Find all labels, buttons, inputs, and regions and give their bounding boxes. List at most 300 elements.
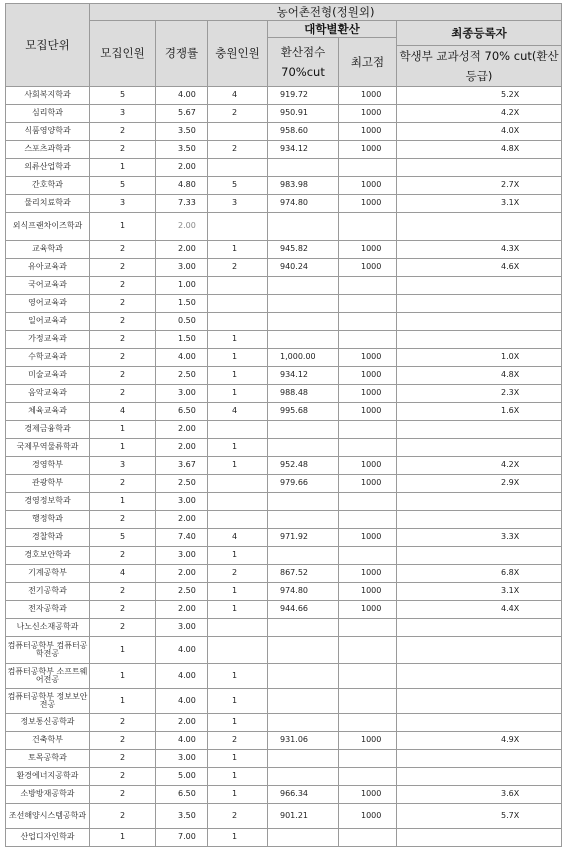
grade-cell: 5.7X xyxy=(397,804,562,829)
recruit-cell: 2 xyxy=(90,241,156,259)
refill-cell xyxy=(208,619,268,637)
grade-cell: 3.1X xyxy=(397,583,562,601)
recruit-cell: 2 xyxy=(90,141,156,159)
unit-cell: 컴퓨터공학부 컴퓨터공학전공 xyxy=(6,637,90,664)
competition-cell: 2.00 xyxy=(156,565,208,583)
max-cell: 1000 xyxy=(339,123,397,141)
refill-cell: 4 xyxy=(208,529,268,547)
table-row xyxy=(6,277,562,295)
table-row xyxy=(6,295,562,313)
recruit-cell: 4 xyxy=(90,403,156,421)
score-cell: 945.82 xyxy=(268,241,339,259)
max-cell: 1000 xyxy=(339,529,397,547)
recruit-cell: 3 xyxy=(90,457,156,475)
max-cell: 1000 xyxy=(339,565,397,583)
header-conversion: 대학별환산 xyxy=(268,21,397,38)
recruit-cell: 1 xyxy=(90,159,156,177)
refill-cell: 1 xyxy=(208,786,268,804)
max-cell xyxy=(339,277,397,295)
header-refill: 충원인원 xyxy=(208,21,268,87)
max-cell xyxy=(339,213,397,241)
unit-cell: 국제무역물류학과 xyxy=(6,439,90,457)
competition-cell: 0.50 xyxy=(156,313,208,331)
grade-cell: 1.6X xyxy=(397,403,562,421)
refill-cell xyxy=(208,313,268,331)
max-cell: 1000 xyxy=(339,195,397,213)
score-cell xyxy=(268,750,339,768)
max-cell xyxy=(339,637,397,664)
max-cell: 1000 xyxy=(339,177,397,195)
table-row xyxy=(6,195,562,213)
unit-cell: 국어교육과 xyxy=(6,277,90,295)
score-cell: 867.52 xyxy=(268,565,339,583)
unit-cell: 의류산업학과 xyxy=(6,159,90,177)
competition-cell: 4.00 xyxy=(156,732,208,750)
header-unit: 모집단위 xyxy=(6,4,90,87)
table-row xyxy=(6,457,562,475)
refill-cell: 3 xyxy=(208,195,268,213)
max-cell xyxy=(339,689,397,714)
recruit-cell: 2 xyxy=(90,619,156,637)
score-cell: 979.66 xyxy=(268,475,339,493)
grade-cell xyxy=(397,159,562,177)
refill-cell: 4 xyxy=(208,403,268,421)
table-row xyxy=(6,421,562,439)
recruit-cell: 5 xyxy=(90,87,156,105)
score-cell: 974.80 xyxy=(268,583,339,601)
refill-cell xyxy=(208,159,268,177)
refill-cell: 2 xyxy=(208,565,268,583)
grade-cell: 4.3X xyxy=(397,241,562,259)
competition-cell: 5.67 xyxy=(156,105,208,123)
refill-cell: 1 xyxy=(208,331,268,349)
grade-cell xyxy=(397,714,562,732)
refill-cell: 5 xyxy=(208,177,268,195)
recruit-cell: 1 xyxy=(90,689,156,714)
competition-cell: 2.00 xyxy=(156,213,208,241)
max-cell: 1000 xyxy=(339,87,397,105)
recruit-cell: 1 xyxy=(90,829,156,847)
grade-cell xyxy=(397,313,562,331)
recruit-cell: 4 xyxy=(90,565,156,583)
competition-cell: 2.00 xyxy=(156,241,208,259)
refill-cell xyxy=(208,511,268,529)
table-row xyxy=(6,259,562,277)
header-final: 최종등록자 xyxy=(397,21,562,46)
unit-cell: 토목공학과 xyxy=(6,750,90,768)
recruit-cell: 2 xyxy=(90,714,156,732)
unit-cell: 기계공학부 xyxy=(6,565,90,583)
grade-cell: 6.8X xyxy=(397,565,562,583)
score-cell xyxy=(268,637,339,664)
competition-cell: 1.50 xyxy=(156,295,208,313)
unit-cell: 전자공학과 xyxy=(6,601,90,619)
grade-cell: 4.4X xyxy=(397,601,562,619)
recruit-cell: 2 xyxy=(90,367,156,385)
refill-cell: 1 xyxy=(208,601,268,619)
grade-cell xyxy=(397,511,562,529)
recruit-cell: 2 xyxy=(90,583,156,601)
grade-cell xyxy=(397,689,562,714)
header-final-sub: 학생부 교과성적 70% cut(환산등급) xyxy=(397,46,562,87)
recruit-cell: 2 xyxy=(90,786,156,804)
grade-cell: 3.1X xyxy=(397,195,562,213)
table-row xyxy=(6,637,562,664)
grade-cell xyxy=(397,439,562,457)
grade-cell xyxy=(397,829,562,847)
competition-cell: 4.00 xyxy=(156,664,208,689)
competition-cell: 4.00 xyxy=(156,87,208,105)
grade-cell: 1.0X xyxy=(397,349,562,367)
table-row xyxy=(6,511,562,529)
table-row xyxy=(6,804,562,829)
table-row xyxy=(6,750,562,768)
score-cell xyxy=(268,714,339,732)
header-competition: 경쟁률 xyxy=(156,21,208,87)
refill-cell xyxy=(208,475,268,493)
max-cell xyxy=(339,547,397,565)
table-row xyxy=(6,403,562,421)
refill-cell: 1 xyxy=(208,439,268,457)
competition-cell: 7.40 xyxy=(156,529,208,547)
recruit-cell: 2 xyxy=(90,331,156,349)
table-row xyxy=(6,385,562,403)
table-row xyxy=(6,493,562,511)
recruit-cell: 2 xyxy=(90,349,156,367)
unit-cell: 심리학과 xyxy=(6,105,90,123)
table-row xyxy=(6,732,562,750)
competition-cell: 3.00 xyxy=(156,493,208,511)
refill-cell xyxy=(208,493,268,511)
competition-cell: 4.80 xyxy=(156,177,208,195)
unit-cell: 경호보안학과 xyxy=(6,547,90,565)
score-cell xyxy=(268,829,339,847)
grade-cell xyxy=(397,547,562,565)
max-cell xyxy=(339,159,397,177)
table-row xyxy=(6,439,562,457)
recruit-cell: 1 xyxy=(90,421,156,439)
max-cell xyxy=(339,768,397,786)
max-cell xyxy=(339,313,397,331)
score-cell xyxy=(268,493,339,511)
grade-cell xyxy=(397,664,562,689)
grade-cell: 4.2X xyxy=(397,457,562,475)
score-cell xyxy=(268,768,339,786)
score-cell xyxy=(268,421,339,439)
unit-cell: 수학교육과 xyxy=(6,349,90,367)
score-cell: 983.98 xyxy=(268,177,339,195)
table-row xyxy=(6,786,562,804)
max-cell: 1000 xyxy=(339,385,397,403)
score-cell xyxy=(268,295,339,313)
unit-cell: 소방방재공학과 xyxy=(6,786,90,804)
max-cell: 1000 xyxy=(339,475,397,493)
refill-cell xyxy=(208,277,268,295)
refill-cell: 2 xyxy=(208,141,268,159)
unit-cell: 외식프랜차이즈학과 xyxy=(6,213,90,241)
score-cell xyxy=(268,313,339,331)
recruit-cell: 1 xyxy=(90,213,156,241)
competition-cell: 2.50 xyxy=(156,475,208,493)
recruit-cell: 3 xyxy=(90,195,156,213)
max-cell xyxy=(339,829,397,847)
score-cell: 940.24 xyxy=(268,259,339,277)
unit-cell: 음악교육과 xyxy=(6,385,90,403)
recruit-cell: 2 xyxy=(90,511,156,529)
score-cell xyxy=(268,159,339,177)
recruit-cell: 2 xyxy=(90,768,156,786)
unit-cell: 행정학과 xyxy=(6,511,90,529)
competition-cell: 3.00 xyxy=(156,385,208,403)
score-cell: 995.68 xyxy=(268,403,339,421)
table-row xyxy=(6,213,562,241)
recruit-cell: 2 xyxy=(90,804,156,829)
table-row xyxy=(6,159,562,177)
max-cell: 1000 xyxy=(339,241,397,259)
header-recruit: 모집인원 xyxy=(90,21,156,87)
competition-cell: 3.00 xyxy=(156,619,208,637)
competition-cell: 2.00 xyxy=(156,714,208,732)
table-row xyxy=(6,241,562,259)
refill-cell: 2 xyxy=(208,259,268,277)
grade-cell: 4.6X xyxy=(397,259,562,277)
max-cell xyxy=(339,493,397,511)
grade-cell: 4.8X xyxy=(397,141,562,159)
unit-cell: 정보통신공학과 xyxy=(6,714,90,732)
grade-cell: 4.9X xyxy=(397,732,562,750)
competition-cell: 3.00 xyxy=(156,547,208,565)
competition-cell: 7.00 xyxy=(156,829,208,847)
max-cell xyxy=(339,714,397,732)
table-row xyxy=(6,87,562,105)
table-row xyxy=(6,105,562,123)
unit-cell: 컴퓨터공학부 소프트웨어전공 xyxy=(6,664,90,689)
refill-cell: 1 xyxy=(208,829,268,847)
grade-cell xyxy=(397,493,562,511)
refill-cell: 2 xyxy=(208,732,268,750)
table-row xyxy=(6,177,562,195)
max-cell: 1000 xyxy=(339,786,397,804)
recruit-cell: 5 xyxy=(90,529,156,547)
grade-cell: 4.8X xyxy=(397,367,562,385)
unit-cell: 물리치료학과 xyxy=(6,195,90,213)
recruit-cell: 2 xyxy=(90,385,156,403)
grade-cell xyxy=(397,213,562,241)
header-group: 농어촌전형(정원외) xyxy=(90,4,562,21)
max-cell xyxy=(339,295,397,313)
unit-cell: 간호학과 xyxy=(6,177,90,195)
table-row xyxy=(6,547,562,565)
competition-cell: 3.50 xyxy=(156,804,208,829)
table-row xyxy=(6,141,562,159)
score-cell: 950.91 xyxy=(268,105,339,123)
refill-cell xyxy=(208,637,268,664)
refill-cell: 1 xyxy=(208,349,268,367)
max-cell: 1000 xyxy=(339,403,397,421)
table-row xyxy=(6,689,562,714)
grade-cell xyxy=(397,331,562,349)
unit-cell: 사회복지학과 xyxy=(6,87,90,105)
max-cell xyxy=(339,664,397,689)
score-cell: 934.12 xyxy=(268,141,339,159)
competition-cell: 2.00 xyxy=(156,159,208,177)
unit-cell: 나노신소재공학과 xyxy=(6,619,90,637)
competition-cell: 4.00 xyxy=(156,689,208,714)
admission-results-table xyxy=(5,3,562,847)
grade-cell: 4.2X xyxy=(397,105,562,123)
competition-cell: 2.00 xyxy=(156,439,208,457)
recruit-cell: 2 xyxy=(90,475,156,493)
table-row xyxy=(6,529,562,547)
unit-cell: 경영정보학과 xyxy=(6,493,90,511)
unit-cell: 관광학부 xyxy=(6,475,90,493)
max-cell xyxy=(339,511,397,529)
unit-cell: 유아교육과 xyxy=(6,259,90,277)
unit-cell: 환경에너지공학과 xyxy=(6,768,90,786)
score-cell: 952.48 xyxy=(268,457,339,475)
recruit-cell: 1 xyxy=(90,664,156,689)
grade-cell: 2.3X xyxy=(397,385,562,403)
competition-cell: 2.00 xyxy=(156,601,208,619)
score-cell xyxy=(268,213,339,241)
grade-cell xyxy=(397,295,562,313)
refill-cell: 1 xyxy=(208,241,268,259)
max-cell xyxy=(339,331,397,349)
grade-cell xyxy=(397,637,562,664)
refill-cell: 1 xyxy=(208,714,268,732)
score-cell: 974.80 xyxy=(268,195,339,213)
refill-cell: 1 xyxy=(208,385,268,403)
competition-cell: 2.00 xyxy=(156,421,208,439)
score-cell xyxy=(268,664,339,689)
recruit-cell: 2 xyxy=(90,277,156,295)
table-row xyxy=(6,583,562,601)
competition-cell: 3.00 xyxy=(156,259,208,277)
score-cell xyxy=(268,331,339,349)
competition-cell: 6.50 xyxy=(156,403,208,421)
competition-cell: 3.67 xyxy=(156,457,208,475)
table-row xyxy=(6,664,562,689)
competition-cell: 5.00 xyxy=(156,768,208,786)
table-body xyxy=(6,87,562,847)
score-cell: 931.06 xyxy=(268,732,339,750)
refill-cell: 1 xyxy=(208,583,268,601)
competition-cell: 4.00 xyxy=(156,349,208,367)
grade-cell: 3.6X xyxy=(397,786,562,804)
unit-cell: 식품영양학과 xyxy=(6,123,90,141)
unit-cell: 가정교육과 xyxy=(6,331,90,349)
unit-cell: 경제금융학과 xyxy=(6,421,90,439)
unit-cell: 컴퓨터공학부 정보보안전공 xyxy=(6,689,90,714)
recruit-cell: 2 xyxy=(90,313,156,331)
score-cell: 919.72 xyxy=(268,87,339,105)
score-cell xyxy=(268,547,339,565)
refill-cell: 4 xyxy=(208,87,268,105)
table-row xyxy=(6,829,562,847)
table-row xyxy=(6,768,562,786)
grade-cell: 5.2X xyxy=(397,87,562,105)
competition-cell: 2.50 xyxy=(156,367,208,385)
max-cell: 1000 xyxy=(339,349,397,367)
unit-cell: 경영학부 xyxy=(6,457,90,475)
unit-cell: 조선해양시스템공학과 xyxy=(6,804,90,829)
unit-cell: 스포츠과학과 xyxy=(6,141,90,159)
unit-cell: 전기공학과 xyxy=(6,583,90,601)
max-cell xyxy=(339,439,397,457)
grade-cell: 4.0X xyxy=(397,123,562,141)
competition-cell: 7.33 xyxy=(156,195,208,213)
recruit-cell: 2 xyxy=(90,295,156,313)
refill-cell xyxy=(208,295,268,313)
max-cell: 1000 xyxy=(339,804,397,829)
table-row xyxy=(6,123,562,141)
header-conv-score: 환산점수 70%cut xyxy=(268,38,339,87)
competition-cell: 3.00 xyxy=(156,750,208,768)
unit-cell: 일어교육과 xyxy=(6,313,90,331)
max-cell: 1000 xyxy=(339,259,397,277)
score-cell: 971.92 xyxy=(268,529,339,547)
score-cell: 944.66 xyxy=(268,601,339,619)
refill-cell: 1 xyxy=(208,367,268,385)
grade-cell xyxy=(397,619,562,637)
refill-cell: 1 xyxy=(208,750,268,768)
competition-cell: 1.50 xyxy=(156,331,208,349)
refill-cell: 2 xyxy=(208,804,268,829)
score-cell: 966.34 xyxy=(268,786,339,804)
max-cell: 1000 xyxy=(339,732,397,750)
unit-cell: 미술교육과 xyxy=(6,367,90,385)
refill-cell: 1 xyxy=(208,457,268,475)
table-row xyxy=(6,565,562,583)
table-row xyxy=(6,601,562,619)
refill-cell: 1 xyxy=(208,547,268,565)
table-row xyxy=(6,714,562,732)
unit-cell: 건축학부 xyxy=(6,732,90,750)
table-row xyxy=(6,349,562,367)
max-cell xyxy=(339,619,397,637)
max-cell: 1000 xyxy=(339,457,397,475)
recruit-cell: 2 xyxy=(90,259,156,277)
refill-cell: 1 xyxy=(208,768,268,786)
recruit-cell: 2 xyxy=(90,123,156,141)
recruit-cell: 1 xyxy=(90,493,156,511)
max-cell: 1000 xyxy=(339,141,397,159)
refill-cell: 1 xyxy=(208,664,268,689)
score-cell xyxy=(268,511,339,529)
score-cell: 988.48 xyxy=(268,385,339,403)
recruit-cell: 2 xyxy=(90,547,156,565)
score-cell xyxy=(268,277,339,295)
table-row xyxy=(6,313,562,331)
competition-cell: 4.00 xyxy=(156,637,208,664)
competition-cell: 6.50 xyxy=(156,786,208,804)
unit-cell: 체육교육과 xyxy=(6,403,90,421)
refill-cell: 2 xyxy=(208,105,268,123)
recruit-cell: 2 xyxy=(90,732,156,750)
max-cell: 1000 xyxy=(339,601,397,619)
grade-cell xyxy=(397,750,562,768)
unit-cell: 영어교육과 xyxy=(6,295,90,313)
competition-cell: 3.50 xyxy=(156,123,208,141)
competition-cell: 2.50 xyxy=(156,583,208,601)
score-cell: 934.12 xyxy=(268,367,339,385)
refill-cell: 1 xyxy=(208,689,268,714)
recruit-cell: 2 xyxy=(90,601,156,619)
recruit-cell: 3 xyxy=(90,105,156,123)
recruit-cell: 1 xyxy=(90,637,156,664)
grade-cell: 2.7X xyxy=(397,177,562,195)
admission-table-container xyxy=(5,3,562,847)
